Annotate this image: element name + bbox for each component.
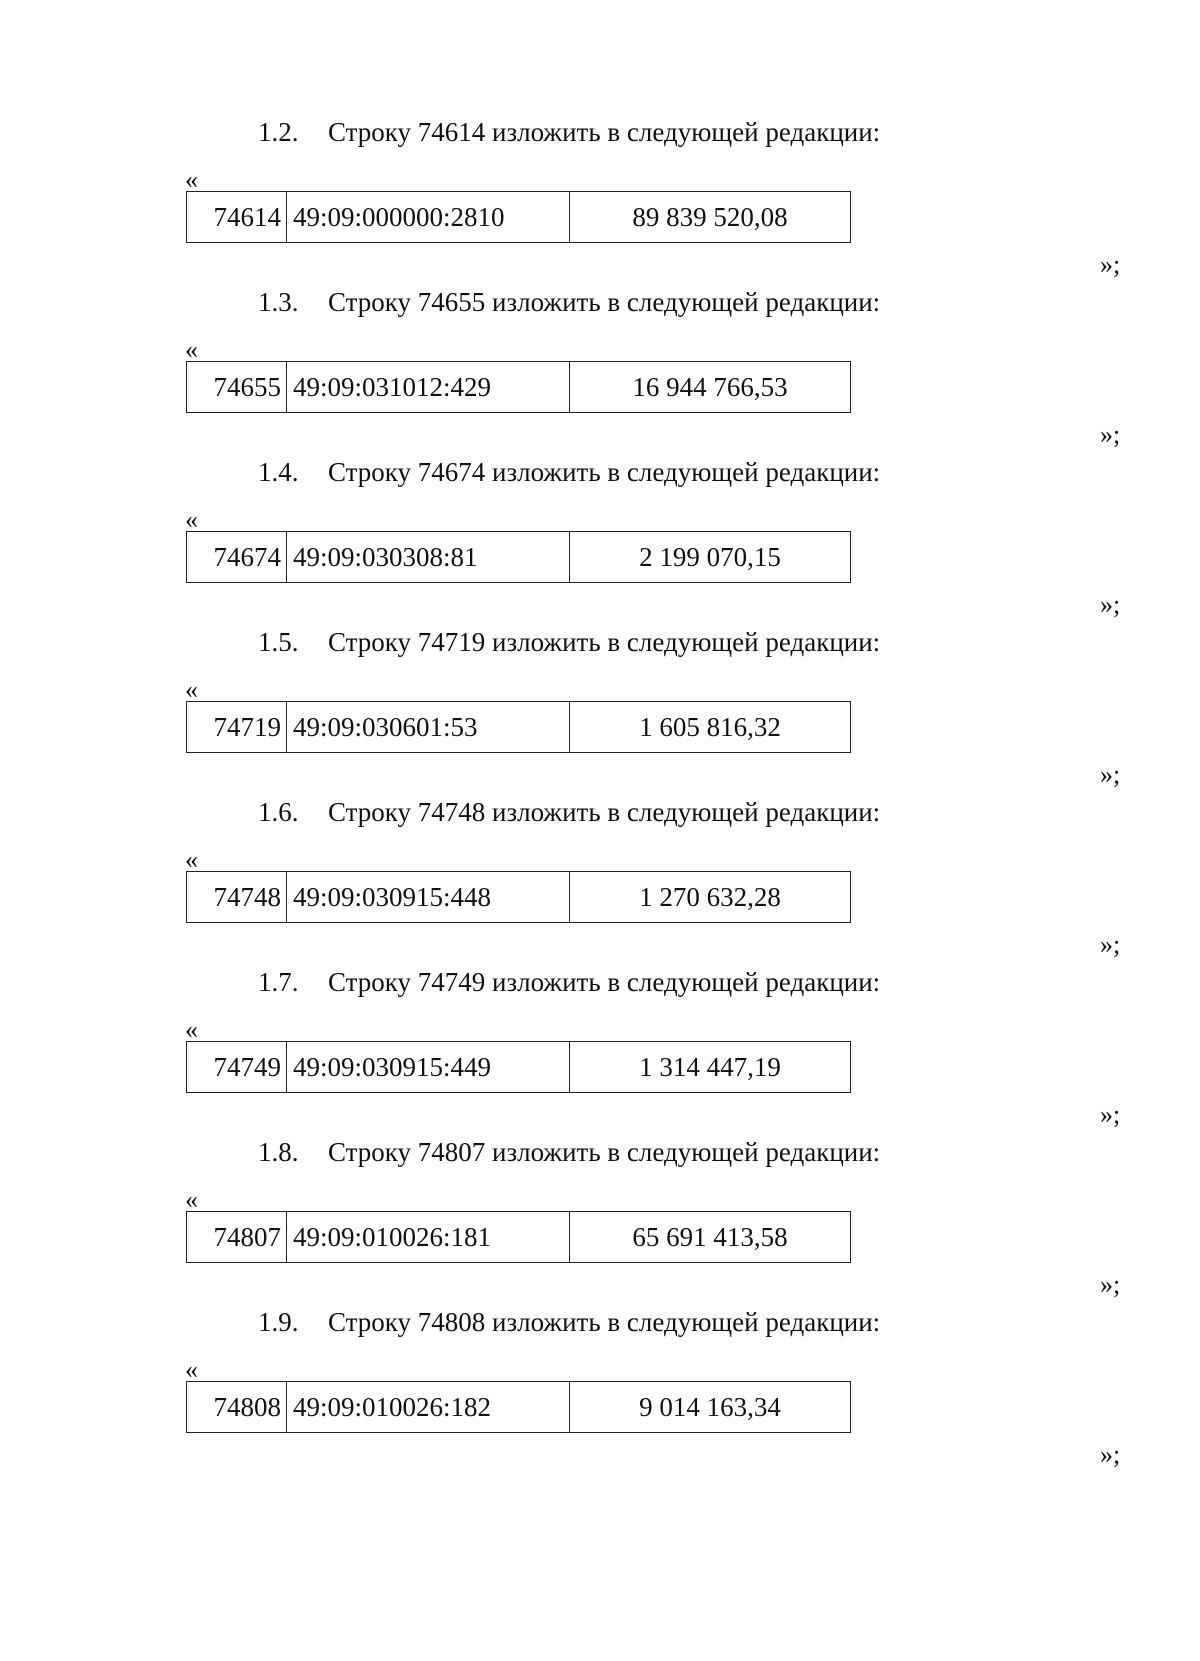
item-number: 1.3.	[258, 287, 299, 317]
amendment-heading	[258, 115, 880, 149]
row-id-cell: 74749	[187, 1042, 287, 1093]
amendment-heading	[258, 625, 880, 659]
row-table	[186, 1041, 851, 1093]
row-table	[186, 531, 851, 583]
close-quote: »;	[1100, 250, 1121, 279]
amendment-section	[0, 965, 1200, 1135]
amendment-section	[0, 285, 1200, 455]
item-number: 1.6.	[258, 797, 299, 827]
item-text: Строку 74614 изложить в следующей редакции:	[328, 117, 881, 147]
close-quote: »;	[1100, 420, 1121, 449]
item-text: Строку 74808 изложить в следующей редакции:	[328, 1307, 881, 1337]
item-number: 1.2.	[258, 117, 299, 147]
amendment-heading	[258, 965, 880, 999]
amendment-heading	[258, 795, 880, 829]
close-quote: »;	[1100, 760, 1121, 789]
cadastral-number-cell: 49:09:030915:449	[287, 1042, 570, 1093]
item-number: 1.4.	[258, 457, 299, 487]
cadastral-number-cell: 49:09:010026:181	[287, 1212, 570, 1263]
value-cell: 1 314 447,19	[570, 1042, 851, 1093]
open-quote: «	[185, 1355, 198, 1384]
table-row	[187, 192, 851, 243]
item-text: Строку 74655 изложить в следующей редакции:	[328, 287, 881, 317]
row-table	[186, 361, 851, 413]
amendment-section	[0, 115, 1200, 285]
row-table	[186, 871, 851, 923]
close-quote: »;	[1100, 1440, 1121, 1469]
item-number: 1.5.	[258, 627, 299, 657]
value-cell: 16 944 766,53	[570, 362, 851, 413]
item-number: 1.8.	[258, 1137, 299, 1167]
item-number: 1.9.	[258, 1307, 299, 1337]
row-id-cell: 74807	[187, 1212, 287, 1263]
value-cell: 2 199 070,15	[570, 532, 851, 583]
item-number: 1.7.	[258, 967, 299, 997]
value-cell: 65 691 413,58	[570, 1212, 851, 1263]
item-text: Строку 74749 изложить в следующей редакции:	[328, 967, 881, 997]
open-quote: «	[185, 165, 198, 194]
value-cell: 1 270 632,28	[570, 872, 851, 923]
row-id-cell: 74614	[187, 192, 287, 243]
close-quote: »;	[1100, 930, 1121, 959]
amendment-heading	[258, 1305, 880, 1339]
item-text: Строку 74807 изложить в следующей редакции:	[328, 1137, 881, 1167]
close-quote: »;	[1100, 590, 1121, 619]
row-id-cell: 74719	[187, 702, 287, 753]
row-table	[186, 1381, 851, 1433]
table-row	[187, 1042, 851, 1093]
row-table	[186, 1211, 851, 1263]
amendment-section	[0, 1135, 1200, 1305]
item-text: Строку 74674 изложить в следующей редакции:	[328, 457, 881, 487]
amendment-section	[0, 795, 1200, 965]
close-quote: »;	[1100, 1100, 1121, 1129]
open-quote: «	[185, 675, 198, 704]
cadastral-number-cell: 49:09:010026:182	[287, 1382, 570, 1433]
cadastral-number-cell: 49:09:000000:2810	[287, 192, 570, 243]
row-id-cell: 74808	[187, 1382, 287, 1433]
row-table	[186, 191, 851, 243]
open-quote: «	[185, 845, 198, 874]
amendment-section	[0, 625, 1200, 795]
row-id-cell: 74748	[187, 872, 287, 923]
amendment-heading	[258, 455, 880, 489]
table-row	[187, 1212, 851, 1263]
amendment-heading	[258, 1135, 880, 1169]
amendment-section	[0, 1305, 1200, 1475]
open-quote: «	[185, 335, 198, 364]
table-row	[187, 362, 851, 413]
value-cell: 9 014 163,34	[570, 1382, 851, 1433]
cadastral-number-cell: 49:09:031012:429	[287, 362, 570, 413]
close-quote: »;	[1100, 1270, 1121, 1299]
amendment-heading	[258, 285, 880, 319]
cadastral-number-cell: 49:09:030915:448	[287, 872, 570, 923]
table-row	[187, 702, 851, 753]
value-cell: 89 839 520,08	[570, 192, 851, 243]
item-text: Строку 74748 изложить в следующей редакции:	[328, 797, 881, 827]
row-id-cell: 74655	[187, 362, 287, 413]
open-quote: «	[185, 1185, 198, 1214]
amendment-section	[0, 455, 1200, 625]
cadastral-number-cell: 49:09:030308:81	[287, 532, 570, 583]
table-row	[187, 532, 851, 583]
open-quote: «	[185, 505, 198, 534]
value-cell: 1 605 816,32	[570, 702, 851, 753]
open-quote: «	[185, 1015, 198, 1044]
item-text: Строку 74719 изложить в следующей редакции:	[328, 627, 881, 657]
cadastral-number-cell: 49:09:030601:53	[287, 702, 570, 753]
table-row	[187, 872, 851, 923]
row-table	[186, 701, 851, 753]
row-id-cell: 74674	[187, 532, 287, 583]
table-row	[187, 1382, 851, 1433]
